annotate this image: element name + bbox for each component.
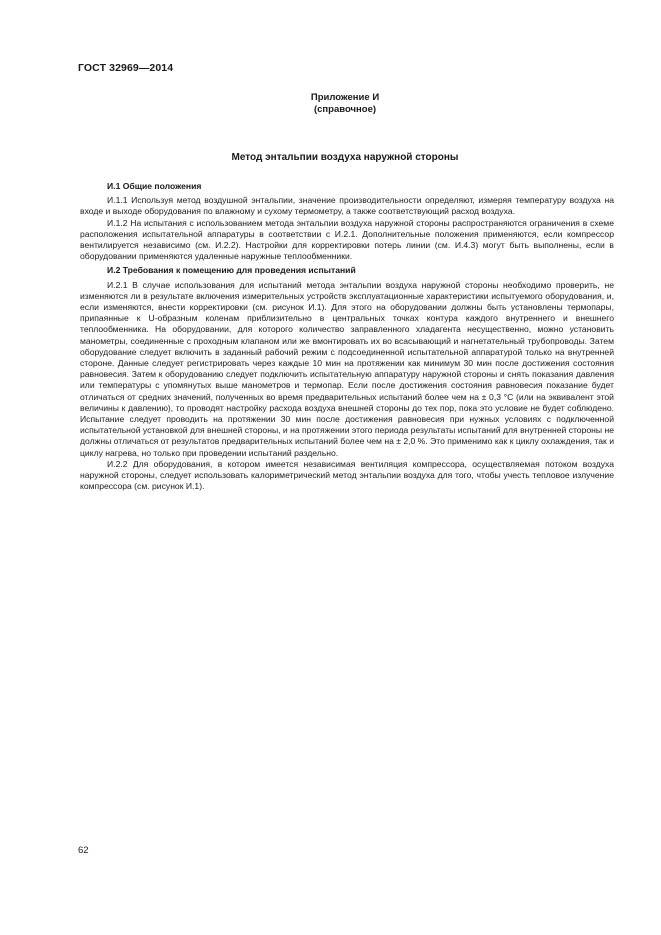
appendix-title: Метод энтальпии воздуха наружной стороны [231,152,459,163]
paragraph-i-2-2: И.2.2 Для оборудования, в котором имеется независимая вентиляция компрессора, осуществляемая потоком воздуха наружной стороны, следует использовать калориметрический метод энтальпии воздуха для того, чтобы учесть тепловое излучение компрессора (см. рисунок И.1). [80,458,614,492]
page-number: 62 [78,845,89,856]
section-heading-2: И.2 Требования к помещению для проведения испытаний [107,265,356,276]
appendix-label: Приложение И [310,92,380,103]
document-code: ГОСТ 32969—2014 [78,62,174,74]
paragraph-i-1-1: И.1.1 Используя метод воздушной энтальпии, значение производительности определяют, измеряя температуру воздуха на входе и выходе оборудования по влажному и сухому термометру, а также соответствующий расход воздуха. [80,195,614,217]
appendix-header [0,92,661,116]
document-body [80,181,614,492]
appendix-type: (справочное) [313,104,377,115]
paragraph-i-1-2: И.1.2 На испытания с использованием метода энтальпии воздуха наружной стороны распространяются ограничения в схеме расположения испытательной аппаратуры в соответствии с И.2.1. Дополнительные положения применяются, если компрессор вентилируется независимо (см. И.2.2). Настройки для корректировки потерь линии (см. И.4.3) могут быть выполнены, если в оборудовании применяются удаленные наружные теплообменники. [80,217,614,262]
paragraph-i-2-1: И.2.1 В случае использования для испытаний метода энтальпии воздуха наружной стороны необходимо проверить, не изменяются ли в результате включения измерительных устройств эксплуатационные характеристики испытуемого оборудования, и, если изменяются, внести корректировки (см. рисунок И.1). Для этого на оборудовании должны быть установлены термопары, припаянные к U-образным коленам приблизительно в центральных точках контура каждого внутреннего и внешнего теплообменника. На оборудовании, для которого количество заправленного хладагента несущественно, можно установить манометры, соединенные с проходным клапаном или же вмонтировать их во всасывающий и нагнетательный трубопроводы. Затем оборудование следует включить в заданный рабочий режим с подсоединенной испытательной аппаратурой только на внутренней стороне. Данные следует регистрировать через каждые 10 мин на протяжении как минимум 30 мин после достижения состояния равновесия. Затем к оборудованию следует подключить испытательную аппаратуру наружной стороны и снять показания давления или температуры с упомянутых выше манометров и термопар. Если после достижения состояния равновесия показание будет отличаться от средних значений, полученных во время предварительных испытаний более чем на ± 0,3 °С (или на эквивалент этой величины к давлению), то проводят настройку расхода воздуха внешней стороны до тех пор, пока это условие не будет соблюдено. Испытание следует проводить на протяжении 30 мин после достижения равновесия при нужных условиях с подключенной испытательной установкой для внешней стороны, и на протяжении этого периода результаты испытаний для внутренней стороны не должны отличаться от результатов предварительных испытаний более чем на ± 2,0 %. Это применимо как к циклу охлаждения, так и циклу нагрева, но только при проведении испытаний раздельно. [80,279,614,458]
section-heading-1: И.1 Общие положения [107,181,202,191]
